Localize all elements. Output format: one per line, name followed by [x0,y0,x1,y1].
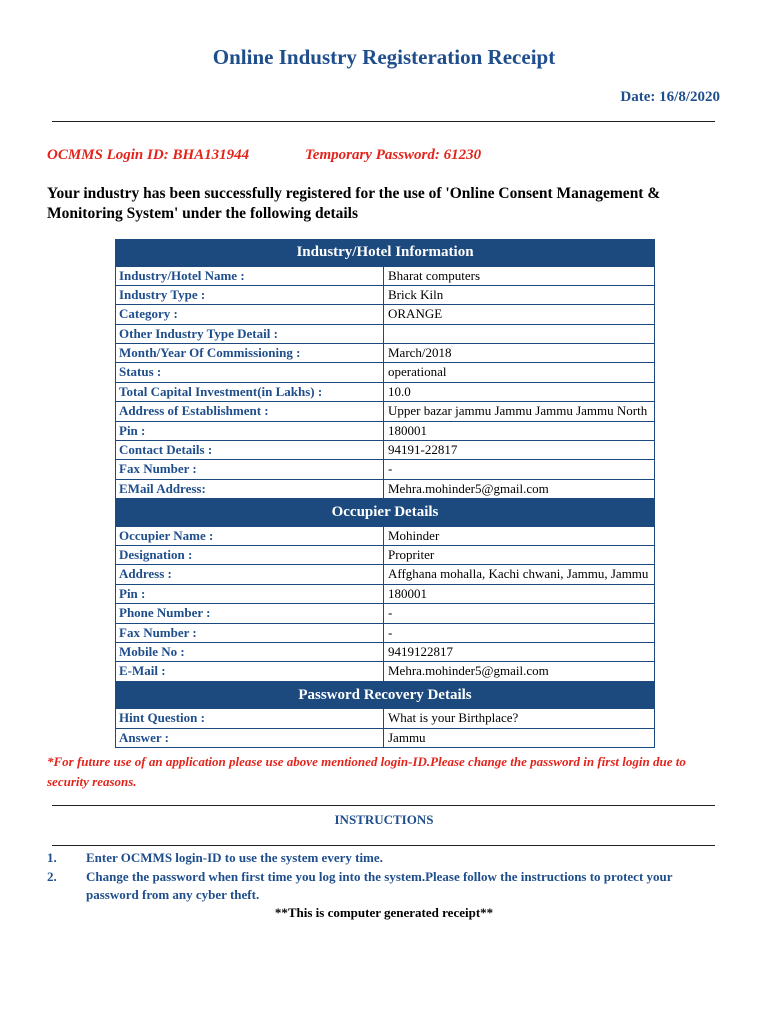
login-id: OCMMS Login ID: BHA131944 [47,147,250,163]
header-divider [52,121,715,122]
category-value: ORANGE [388,306,443,322]
occupier-pin-label: Pin : [116,585,384,603]
other-industry-type-value [384,325,654,343]
instruction-item-1 [47,849,707,868]
mobile-number-row [116,643,654,662]
contact-details-row [116,441,654,460]
instruction-text: Enter OCMMS login-ID to use the system every time. [86,850,383,865]
contact-details-value: 94191-22817 [388,442,458,458]
generated-receipt-footer: **This is computer generated receipt** [274,905,494,920]
other-industry-type-row [116,325,654,344]
capital-investment-value: 10.0 [388,383,411,399]
capital-investment-label: Total Capital Investment(in Lakhs) : [116,383,384,401]
status-row [116,363,654,382]
temporary-password: Temporary Password: 61230 [305,147,482,163]
industry-name-value: Bharat computers [388,267,481,283]
designation-row [116,546,654,565]
receipt-date: Date: 16/8/2020 [620,89,720,105]
instruction-text: Change the password when first time you log into the system.Please follow the instructions to protect your password from any cyber theft. [86,868,673,902]
commissioning-value: March/2018 [388,345,452,361]
occupier-fax-label: Fax Number : [116,624,384,642]
hint-question-value: What is your Birthplace? [388,710,519,726]
contact-details-label: Contact Details : [116,441,384,459]
security-note: *For future use of an application please use above mentioned login-ID.Please change the password in first login due to security reasons. [47,754,686,789]
category-row [116,305,654,324]
establishment-address-label: Address of Establishment : [116,402,384,420]
section-header-occupier-details: Occupier Details [116,499,654,527]
industry-fax-label: Fax Number : [116,460,384,478]
mobile-number-label: Mobile No : [116,643,384,661]
status-value: operational [388,364,447,380]
occupier-email-value: Mehra.mohinder5@gmail.com [388,663,549,679]
commissioning-row [116,344,654,363]
occupier-name-value: Mohinder [388,527,440,543]
occupier-pin-value: 180001 [388,585,427,601]
section-header-industry-info: Industry/Hotel Information [116,239,654,267]
establishment-pin-label: Pin : [116,422,384,440]
industry-email-value: Mehra.mohinder5@gmail.com [388,480,549,496]
instruction-number: 1. [47,850,57,865]
other-industry-type-label: Other Industry Type Detail : [116,325,384,343]
commissioning-label: Month/Year Of Commissioning : [116,344,384,362]
status-label: Status : [116,363,384,381]
occupier-fax-row [116,624,654,643]
phone-number-value: - [388,605,393,621]
instructions-heading: INSTRUCTIONS [334,812,434,827]
hint-answer-value: Jammu [388,729,426,745]
establishment-address-value: Upper bazar jammu Jammu Jammu Jammu North [388,403,648,419]
industry-type-label: Industry Type : [116,286,384,304]
establishment-pin-value: 180001 [388,422,427,438]
category-label: Category : [116,305,384,323]
hint-answer-row [116,729,654,748]
section-header-password-recovery: Password Recovery Details [116,682,654,710]
intro-text: Your industry has been successfully registered for the use of 'Online Consent Management & Monitoring System' under the following details [47,185,661,222]
establishment-address-row [116,402,654,421]
industry-type-row [116,286,654,305]
page-title: Online Industry Registeration Receipt [212,45,556,69]
occupier-address-row [116,565,654,584]
capital-investment-row [116,383,654,402]
industry-type-value: Brick Kiln [388,286,444,302]
phone-number-label: Phone Number : [116,604,384,622]
hint-question-row [116,709,654,728]
instructions-bottom-divider [52,845,715,846]
designation-label: Designation : [116,546,384,564]
industry-email-row [116,480,654,499]
hint-answer-label: Answer : [116,729,384,747]
designation-value: Propriter [388,547,435,563]
phone-number-row [116,604,654,623]
occupier-address-label: Address : [116,565,384,583]
occupier-email-label: E-Mail : [116,662,384,680]
occupier-name-label: Occupier Name : [116,527,384,545]
instruction-item-2 [47,868,707,905]
occupier-name-row [116,527,654,546]
occupier-pin-row [116,585,654,604]
instruction-number: 2. [47,868,57,884]
instructions-list [47,849,707,905]
occupier-fax-value: - [388,624,393,640]
establishment-pin-row [116,422,654,441]
hint-question-label: Hint Question : [116,709,384,727]
industry-email-label: EMail Address: [116,480,384,498]
login-credentials [47,146,727,164]
industry-fax-row [116,460,654,479]
occupier-email-row [116,662,654,681]
industry-name-row [116,267,654,286]
registration-details-table [115,239,655,748]
occupier-address-value: Affghana mohalla, Kachi chwani, Jammu, Jammu [388,566,649,582]
instructions-top-divider [52,805,715,806]
mobile-number-value: 9419122817 [388,644,453,660]
industry-fax-value: - [388,461,393,477]
industry-name-label: Industry/Hotel Name : [116,267,384,285]
